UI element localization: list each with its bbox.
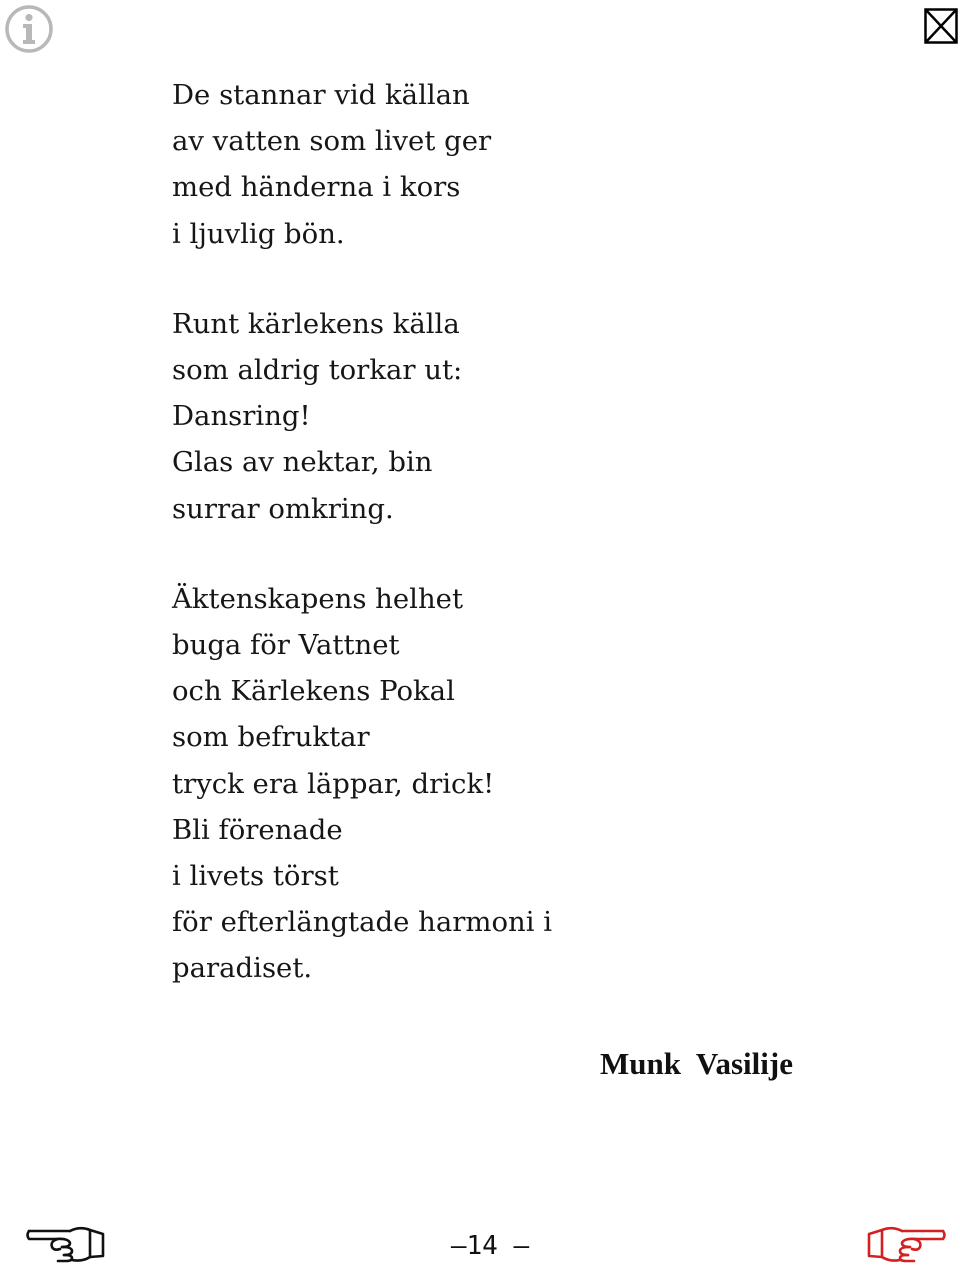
poem-line: av vatten som livet ger [172,125,492,158]
poem-line: för efterlängtade harmoni i [172,906,553,939]
next-page-button[interactable] [866,1220,946,1264]
poem-line: och Kärlekens Pokal [172,675,455,708]
poem-line: tryck era läppar, drick! [172,767,495,800]
page-number: –14 – [450,1231,530,1261]
stanza-divider [172,532,792,576]
pointing-hand-right-icon [866,1220,946,1264]
poem-line: i livets törst [172,860,339,893]
poem-line: som befruktar [172,721,370,754]
poem-line: Äktenskapens helhet [172,582,463,615]
poem-line: Dansring! [172,400,311,433]
pointing-hand-left-icon [26,1220,106,1264]
poem-stanza-3 [172,576,792,992]
poem-line: buga för Vattnet [172,629,400,662]
poem-stanza-2 [172,301,792,532]
poem-line: i ljuvlig bön. [172,217,345,250]
poem-stanza-1 [172,72,792,257]
poem-line: Bli förenade [172,813,343,846]
info-icon[interactable] [4,4,54,54]
stanza-divider [172,257,792,301]
poem-body [172,72,792,992]
poem-line: med händerna i kors [172,171,461,204]
close-icon[interactable] [924,8,958,44]
poem-line: som aldrig torkar ut: [172,354,463,387]
author-signature: Munk Vasilije [600,1046,793,1081]
poem-line: paradiset. [172,952,313,985]
previous-page-button[interactable] [26,1220,106,1264]
poem-line: Runt kärlekens källa [172,307,460,340]
poem-line: surrar omkring. [172,492,394,525]
poem-line: Glas av nektar, bin [172,446,433,479]
poem-line: De stannar vid källan [172,79,470,111]
